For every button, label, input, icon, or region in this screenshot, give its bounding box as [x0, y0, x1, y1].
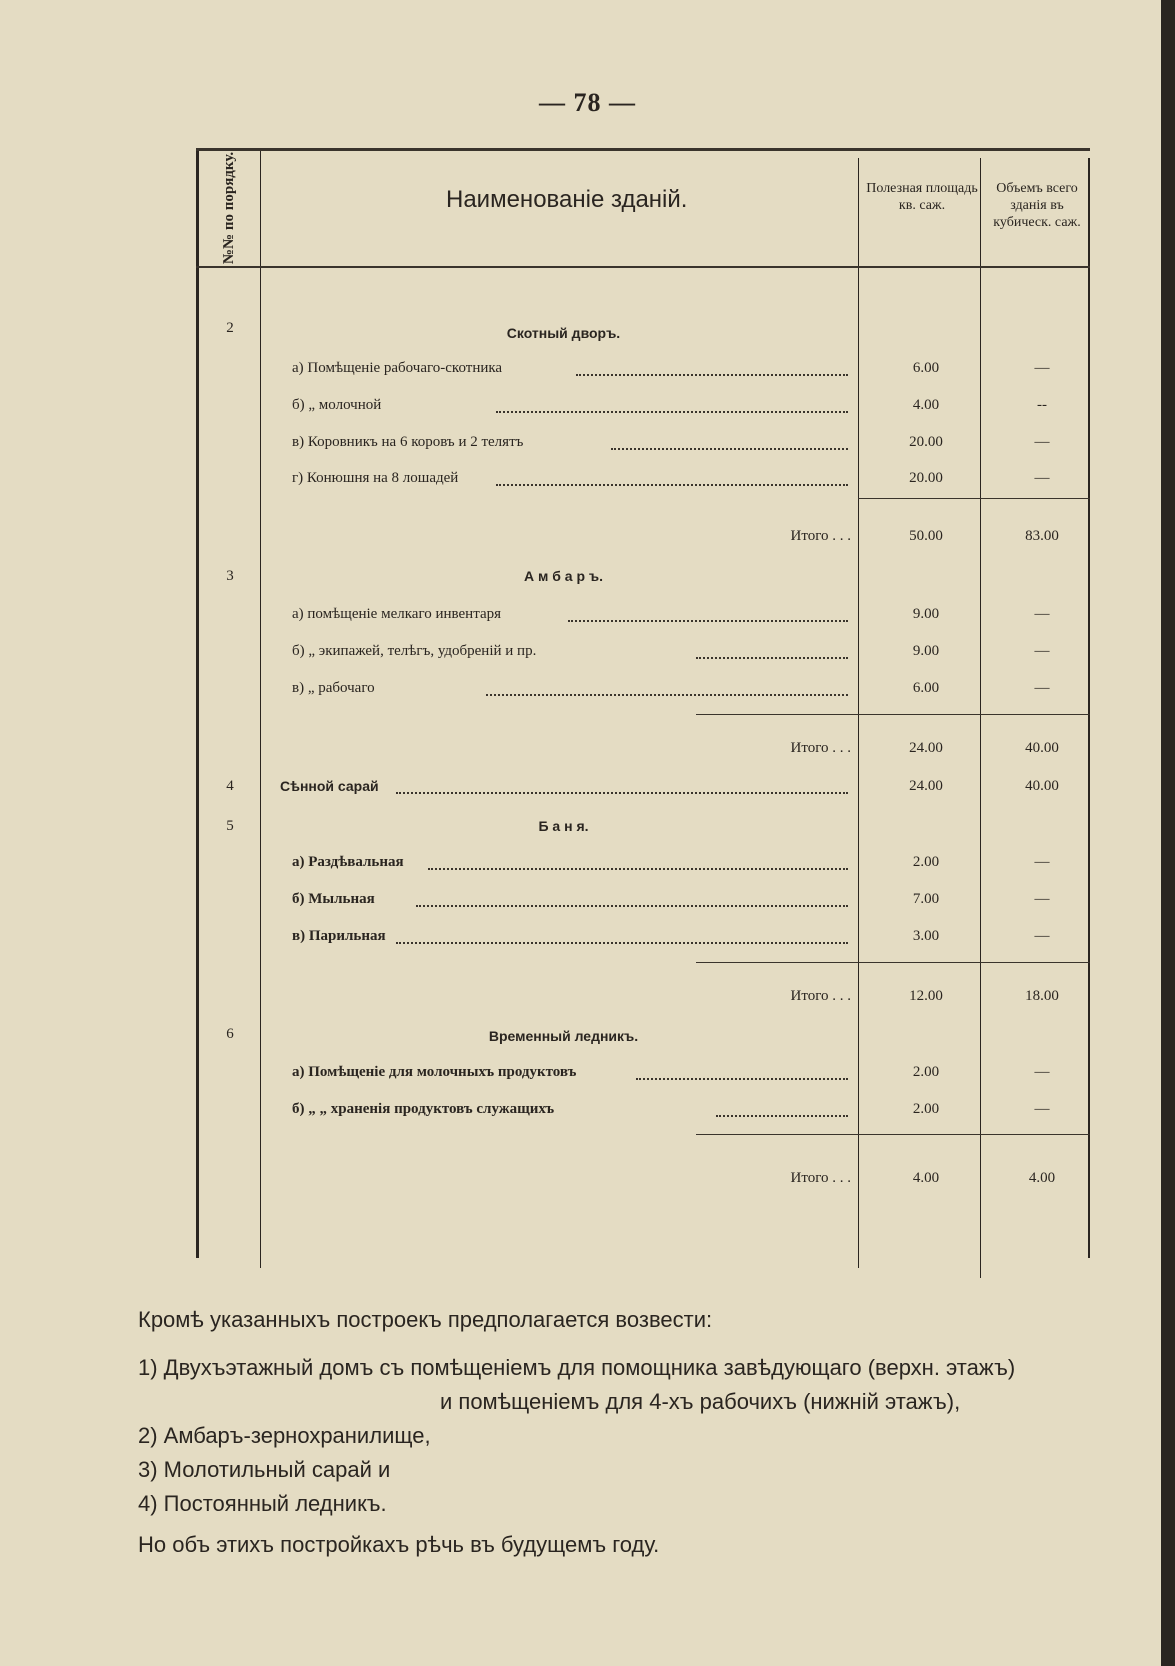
item-label: б) „ „ храненія продуктовъ служащихъ — [292, 1101, 555, 1117]
item-label: б) Мыльная — [292, 891, 375, 907]
row-number: 5 — [226, 818, 234, 834]
item-area: 6.00 — [912, 360, 940, 376]
total-area: 50.00 — [909, 528, 943, 544]
dot-leader — [611, 448, 848, 450]
total-volume: 4.00 — [1028, 1170, 1056, 1186]
item-volume: — — [1034, 643, 1050, 659]
total-area: 4.00 — [912, 1170, 940, 1186]
row-number: 4 — [226, 778, 234, 794]
item-volume: — — [1034, 680, 1050, 696]
total-label: Итого . . . — [790, 1170, 851, 1186]
header-area: Полезная площадь кв. саж. — [866, 181, 978, 213]
item-volume: — — [1034, 928, 1050, 944]
subtotal-rule — [696, 1134, 1090, 1135]
intro-text: Кромѣ указанныхъ построекъ предполагается возвести: — [138, 1307, 713, 1332]
table-left-border — [196, 148, 199, 1258]
list-item-4: 4) Постоянный ледникъ. — [138, 1491, 387, 1516]
page-number: — 78 — — [539, 88, 636, 117]
list-item-3: 3) Молотильный сарай и — [138, 1457, 391, 1482]
dot-leader — [496, 411, 848, 413]
header-number: №№ по порядку. — [221, 151, 237, 265]
item-area: 20.00 — [909, 470, 943, 486]
dot-leader — [486, 694, 848, 696]
dot-leader — [568, 620, 848, 622]
item-volume: — — [1034, 470, 1050, 486]
row-number: 2 — [226, 320, 234, 336]
item-label: а) Раздѣвальная — [292, 854, 404, 870]
item-area: 20.00 — [909, 434, 943, 450]
total-volume: 18.00 — [1025, 988, 1059, 1004]
item-label: в) „ рабочаго — [292, 680, 375, 696]
item-label: а) помѣщеніе мелкаго инвентаря — [292, 606, 502, 622]
item-volume: — — [1034, 1064, 1050, 1080]
page-edge — [1161, 0, 1175, 1666]
item-area: 7.00 — [912, 891, 940, 907]
item-volume: — — [1034, 891, 1050, 907]
header-volume: Объемъ всего зданія въ кубическ. саж. — [993, 181, 1081, 230]
dot-leader — [416, 905, 848, 907]
item-area: 2.00 — [912, 1064, 940, 1080]
subtotal-rule — [696, 962, 1090, 963]
closing-text: Но объ этихъ постройкахъ рѣчь въ будущемъ году. — [138, 1532, 660, 1557]
item-area: 24.00 — [909, 778, 943, 794]
dot-leader — [716, 1115, 848, 1117]
item-area: 6.00 — [912, 680, 940, 696]
item-volume: — — [1034, 360, 1050, 376]
item-volume: — — [1034, 854, 1050, 870]
list-item-2: 2) Амбаръ-зернохранилище, — [138, 1423, 431, 1448]
item-volume: — — [1034, 434, 1050, 450]
buildings-table: №№ по порядку. Наименованіе зданій. Полезная площадь кв. саж. Объемъ всего зданія въ кубическ. саж. 2 Скотный дворъ. а) Помѣщеніе рабочаго-скотника 6.00 — б) „ молочной 4.00 -- в) Коровникъ на 6 коровъ и 2 телятъ 20.00 — г) Конюшня на 8 лошадей 20.00 — Итого . . . 50.00 83.00 3 А м б а р ъ. а) помѣщеніе мелкаго инвентаря 9.00 — б) „ экипажей, телѣгъ, удобреній и пр. 9.00 — в) „ рабочаго 6.00 — Итого . . . 24.00 40.00 4 Сѣнной сарай 24.00 40.00 5 Б а н я. а) Раздѣвальная 2.00 — б) Мыльная 7.00 — в) Парильная 3.00 — Итого . . . 12.00 18.00 6 Временный ледникъ. а) Помѣщеніе для молочныхъ продуктовъ 2.00 — б) „ „ храненія продуктовъ служащихъ 2.00 — Итого . . . 4.00 4.00 — [196, 148, 1092, 1268]
item-area: 2.00 — [912, 854, 940, 870]
item-volume: — — [1034, 606, 1050, 622]
item-label: б) „ экипажей, телѣгъ, удобреній и пр. — [292, 643, 537, 659]
list-item-1: 1) Двухъэтажный домъ съ помѣщеніемъ для помощника завѣдующаго (верхн. этажъ) — [138, 1355, 1016, 1380]
item-area: 4.00 — [912, 397, 940, 413]
dot-leader — [428, 868, 848, 870]
header-bottom-border — [196, 266, 1090, 268]
item-area: 9.00 — [912, 606, 940, 622]
dot-leader — [696, 657, 848, 659]
item-label: б) „ молочной — [292, 397, 382, 413]
row-number: 3 — [226, 568, 234, 584]
item-area: 3.00 — [912, 928, 940, 944]
dot-leader — [576, 374, 848, 376]
total-label: Итого . . . — [790, 740, 851, 756]
total-volume: 83.00 — [1025, 528, 1059, 544]
subtotal-rule — [858, 498, 1090, 499]
dot-leader — [636, 1078, 848, 1080]
item-label: в) Парильная — [292, 928, 386, 944]
item-label: а) Помѣщеніе для молочныхъ продуктовъ — [292, 1064, 577, 1080]
num-column-divider — [260, 148, 261, 1268]
item-label: г) Конюшня на 8 лошадей — [292, 470, 459, 486]
subtotal-rule — [696, 714, 1090, 715]
item-area: 2.00 — [912, 1101, 940, 1117]
dot-leader — [496, 484, 848, 486]
total-area: 24.00 — [909, 740, 943, 756]
list-item-1-continued: и помѣщеніемъ для 4-хъ рабочихъ (нижній этажъ), — [440, 1389, 961, 1414]
item-label: а) Помѣщеніе рабочаго-скотника — [292, 360, 503, 376]
item-volume: 40.00 — [1025, 778, 1059, 794]
row-number: 6 — [226, 1026, 234, 1042]
total-area: 12.00 — [909, 988, 943, 1004]
item-volume: — — [1034, 1101, 1050, 1117]
dot-leader — [396, 942, 848, 944]
dot-leader — [396, 792, 848, 794]
item-label: Сѣнной сарай — [280, 778, 379, 794]
item-area: 9.00 — [912, 643, 940, 659]
total-volume: 40.00 — [1025, 740, 1059, 756]
total-label: Итого . . . — [790, 988, 851, 1004]
item-label: в) Коровникъ на 6 коровъ и 2 телятъ — [292, 434, 524, 450]
item-volume: -- — [1037, 397, 1047, 413]
table-right-border — [1088, 158, 1090, 1258]
table-top-border — [196, 148, 1090, 151]
total-label: Итого . . . — [790, 528, 851, 544]
